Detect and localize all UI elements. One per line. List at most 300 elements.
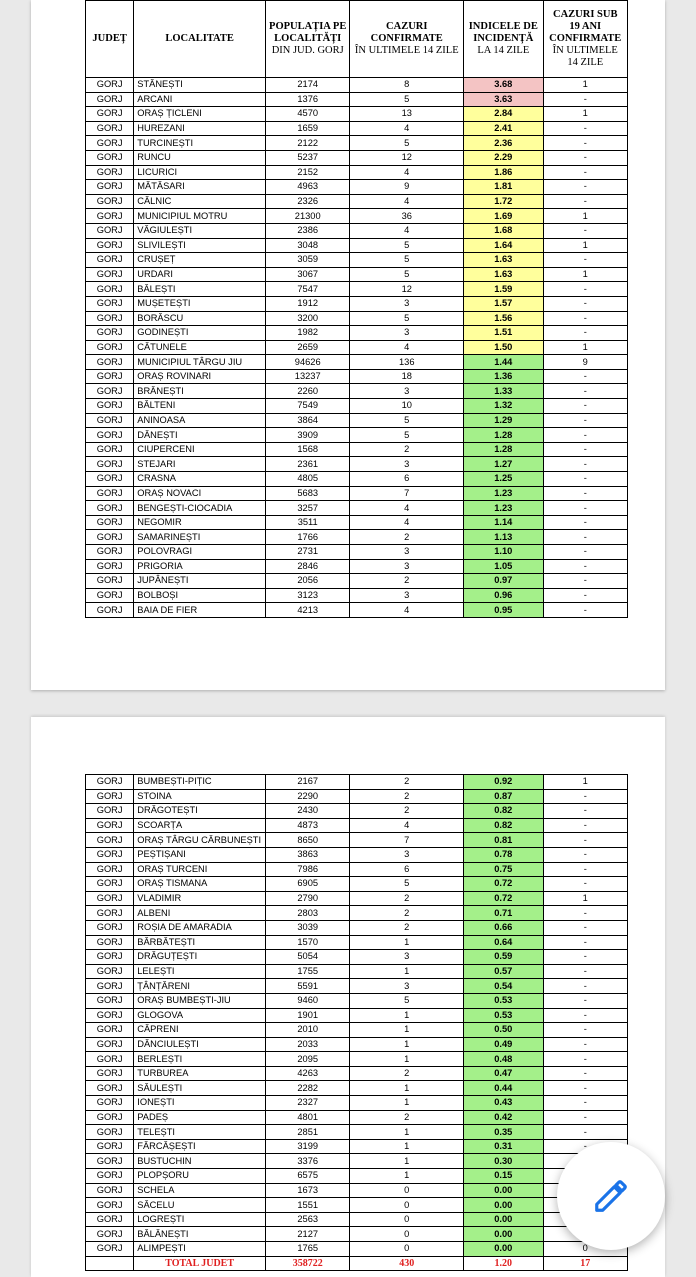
cell-localitate: MĂTĂSARI: [134, 180, 266, 195]
cell-sub19: -: [543, 428, 628, 443]
cell-sub19: -: [543, 1096, 628, 1111]
cell-sub19: -: [543, 789, 628, 804]
cell-localitate: BĂLEȘTI: [134, 282, 266, 297]
cell-localitate: TURBUREA: [134, 1066, 266, 1081]
cell-indice: 0.00: [464, 1198, 543, 1213]
cell-populatie: 2326: [265, 194, 349, 209]
cell-populatie: 1568: [265, 442, 349, 457]
total-label: TOTAL JUDET: [134, 1256, 266, 1271]
cell-populatie: 1376: [265, 92, 349, 107]
table-row: [86, 1081, 628, 1096]
cell-sub19: -: [543, 804, 628, 819]
cell-judet: GORJ: [86, 472, 134, 487]
table-row: [86, 1154, 628, 1169]
cell-populatie: 6905: [265, 877, 349, 892]
cell-sub19: -: [543, 413, 628, 428]
table-row: [86, 107, 628, 122]
cell-cazuri: 1: [350, 1081, 464, 1096]
cell-localitate: DĂNEȘTI: [134, 428, 266, 443]
cell-judet: GORJ: [86, 906, 134, 921]
cell-localitate: PADEȘ: [134, 1110, 266, 1125]
cell-populatie: 1982: [265, 326, 349, 341]
table-row: [86, 833, 628, 848]
cell-cazuri: 1: [350, 1139, 464, 1154]
cell-localitate: TELEȘTI: [134, 1125, 266, 1140]
cell-judet: GORJ: [86, 253, 134, 268]
cell-localitate: ORAȘ TÂRGU CĂRBUNEȘTI: [134, 833, 266, 848]
cell-localitate: CĂLNIC: [134, 194, 266, 209]
cell-sub19: -: [543, 165, 628, 180]
table-row: [86, 326, 628, 341]
cell-populatie: 1901: [265, 1008, 349, 1023]
cell-sub19: -: [543, 515, 628, 530]
cell-indice: 0.54: [464, 979, 543, 994]
cell-populatie: 3257: [265, 501, 349, 516]
cell-populatie: 2010: [265, 1023, 349, 1038]
table-row: [86, 1125, 628, 1140]
cell-sub19: -: [543, 847, 628, 862]
cell-sub19: -: [543, 326, 628, 341]
total-cazuri: 430: [350, 1256, 464, 1271]
table-row: [86, 78, 628, 93]
cell-sub19: -: [543, 862, 628, 877]
cell-sub19: -: [543, 442, 628, 457]
table-row: [86, 209, 628, 224]
cell-sub19: -: [543, 818, 628, 833]
cell-sub19: -: [543, 964, 628, 979]
cell-localitate: BENGEȘTI-CIOCADIA: [134, 501, 266, 516]
cell-populatie: 5591: [265, 979, 349, 994]
table-row: [86, 165, 628, 180]
cell-sub19: -: [543, 1139, 628, 1154]
cell-populatie: 1551: [265, 1198, 349, 1213]
cell-localitate: BĂLĂNEȘTI: [134, 1227, 266, 1242]
cell-cazuri: 5: [350, 877, 464, 892]
cell-judet: GORJ: [86, 1212, 134, 1227]
cell-cazuri: 4: [350, 223, 464, 238]
cell-localitate: GLOGOVA: [134, 1008, 266, 1023]
cell-cazuri: 2: [350, 789, 464, 804]
cell-localitate: CĂPRENI: [134, 1023, 266, 1038]
cell-sub19: -: [543, 1066, 628, 1081]
cell-localitate: VĂGIULEȘTI: [134, 223, 266, 238]
cell-cazuri: 3: [350, 296, 464, 311]
cell-sub19: -: [543, 1008, 628, 1023]
cell-indice: 0.48: [464, 1052, 543, 1067]
cell-localitate: BUSTUCHIN: [134, 1154, 266, 1169]
cell-populatie: 2563: [265, 1212, 349, 1227]
table-row: [86, 369, 628, 384]
cell-populatie: 1766: [265, 530, 349, 545]
cell-cazuri: 0: [350, 1198, 464, 1213]
cell-judet: GORJ: [86, 1052, 134, 1067]
table-row: [86, 1096, 628, 1111]
table-row: [86, 282, 628, 297]
cell-cazuri: 2: [350, 804, 464, 819]
cell-judet: GORJ: [86, 457, 134, 472]
cell-judet: GORJ: [86, 282, 134, 297]
cell-populatie: 5054: [265, 950, 349, 965]
cell-localitate: CRASNA: [134, 472, 266, 487]
cell-judet: GORJ: [86, 78, 134, 93]
cell-indice: 2.84: [464, 107, 543, 122]
cell-populatie: 2290: [265, 789, 349, 804]
cell-populatie: 7986: [265, 862, 349, 877]
cell-localitate: LELEȘTI: [134, 964, 266, 979]
cell-populatie: 3511: [265, 515, 349, 530]
table-row: [86, 559, 628, 574]
table-row: [86, 775, 628, 790]
cell-indice: 1.28: [464, 442, 543, 457]
cell-indice: 1.50: [464, 340, 543, 355]
cell-sub19: 1: [543, 340, 628, 355]
cell-populatie: 4805: [265, 472, 349, 487]
cell-judet: GORJ: [86, 355, 134, 370]
cell-judet: GORJ: [86, 92, 134, 107]
cell-sub19: 9: [543, 355, 628, 370]
table-row: [86, 180, 628, 195]
cell-judet: GORJ: [86, 833, 134, 848]
table-row: [86, 1198, 628, 1213]
cell-indice: 0.96: [464, 588, 543, 603]
cell-judet: GORJ: [86, 1096, 134, 1111]
cell-populatie: 7549: [265, 399, 349, 414]
cell-judet: GORJ: [86, 603, 134, 618]
cell-judet: GORJ: [86, 891, 134, 906]
cell-cazuri: 7: [350, 833, 464, 848]
cell-sub19: -: [543, 993, 628, 1008]
cell-cazuri: 4: [350, 515, 464, 530]
cell-populatie: 4873: [265, 818, 349, 833]
cell-cazuri: 2: [350, 920, 464, 935]
cell-cazuri: 5: [350, 238, 464, 253]
incidence-table-page-2: [85, 774, 628, 1271]
total-indice: 1.20: [464, 1256, 543, 1271]
cell-indice: 0.00: [464, 1242, 543, 1257]
cell-indice: 1.68: [464, 223, 543, 238]
table-row: [86, 442, 628, 457]
cell-sub19: -: [543, 472, 628, 487]
table-row: [86, 121, 628, 136]
cell-localitate: HUREZANI: [134, 121, 266, 136]
cell-judet: GORJ: [86, 979, 134, 994]
cell-judet: GORJ: [86, 847, 134, 862]
cell-populatie: 4213: [265, 603, 349, 618]
cell-indice: 0.00: [464, 1212, 543, 1227]
table-row: [86, 1052, 628, 1067]
cell-sub19: 1: [543, 107, 628, 122]
cell-cazuri: 6: [350, 472, 464, 487]
cell-cazuri: 3: [350, 847, 464, 862]
cell-localitate: DRĂGUȚEȘTI: [134, 950, 266, 965]
cell-populatie: 2033: [265, 1037, 349, 1052]
table-row: [86, 355, 628, 370]
table-row: [86, 1139, 628, 1154]
cell-cazuri: 1: [350, 1169, 464, 1184]
cell-cazuri: 12: [350, 282, 464, 297]
cell-judet: GORJ: [86, 1037, 134, 1052]
cell-localitate: BOLBOȘI: [134, 588, 266, 603]
table-row: [86, 1183, 628, 1198]
cell-populatie: 5237: [265, 150, 349, 165]
incidence-table-page-1: [85, 0, 628, 618]
cell-sub19: -: [543, 457, 628, 472]
cell-cazuri: 4: [350, 165, 464, 180]
cell-sub19: -: [543, 1023, 628, 1038]
cell-cazuri: 5: [350, 136, 464, 151]
cell-sub19: 1: [543, 238, 628, 253]
cell-judet: GORJ: [86, 789, 134, 804]
cell-indice: 1.63: [464, 267, 543, 282]
cell-judet: GORJ: [86, 369, 134, 384]
cell-sub19: -: [543, 950, 628, 965]
cell-indice: 1.13: [464, 530, 543, 545]
table-row: [86, 223, 628, 238]
cell-localitate: ORAȘ ROVINARI: [134, 369, 266, 384]
table-row: [86, 311, 628, 326]
cell-judet: GORJ: [86, 935, 134, 950]
cell-indice: 1.28: [464, 428, 543, 443]
cell-localitate: MUȘETEȘTI: [134, 296, 266, 311]
cell-sub19: -: [543, 311, 628, 326]
table-row: [86, 804, 628, 819]
cell-populatie: 1912: [265, 296, 349, 311]
cell-populatie: 3864: [265, 413, 349, 428]
cell-cazuri: 5: [350, 428, 464, 443]
cell-indice: 1.81: [464, 180, 543, 195]
cell-cazuri: 1: [350, 1023, 464, 1038]
table-row: [86, 267, 628, 282]
cell-judet: GORJ: [86, 311, 134, 326]
cell-populatie: 3067: [265, 267, 349, 282]
cell-indice: 3.63: [464, 92, 543, 107]
cell-indice: 0.15: [464, 1169, 543, 1184]
cell-localitate: JUPÂNEȘTI: [134, 574, 266, 589]
cell-cazuri: 0: [350, 1242, 464, 1257]
cell-indice: 1.57: [464, 296, 543, 311]
cell-judet: GORJ: [86, 574, 134, 589]
total-row: [86, 1256, 628, 1271]
cell-indice: 1.10: [464, 545, 543, 560]
cell-populatie: 4801: [265, 1110, 349, 1125]
table-row: [86, 935, 628, 950]
cell-sub19: 1: [543, 209, 628, 224]
cell-populatie: 1673: [265, 1183, 349, 1198]
cell-indice: 0.53: [464, 993, 543, 1008]
cell-localitate: DRĂGOTEȘTI: [134, 804, 266, 819]
cell-localitate: PLOPȘORU: [134, 1169, 266, 1184]
table-row: [86, 136, 628, 151]
cell-sub19: -: [543, 588, 628, 603]
cell-localitate: ORAȘ TISMANA: [134, 877, 266, 892]
cell-populatie: 21300: [265, 209, 349, 224]
cell-judet: GORJ: [86, 1125, 134, 1140]
cell-cazuri: 4: [350, 818, 464, 833]
cell-cazuri: 18: [350, 369, 464, 384]
cell-indice: 1.32: [464, 399, 543, 414]
table-row: [86, 847, 628, 862]
cell-localitate: STOINA: [134, 789, 266, 804]
cell-indice: 0.81: [464, 833, 543, 848]
cell-judet: GORJ: [86, 1169, 134, 1184]
cell-sub19: -: [543, 906, 628, 921]
cell-localitate: NEGOMIR: [134, 515, 266, 530]
cell-populatie: 4263: [265, 1066, 349, 1081]
table-row: [86, 150, 628, 165]
table-row: [86, 979, 628, 994]
cell-cazuri: 4: [350, 603, 464, 618]
cell-indice: 0.50: [464, 1023, 543, 1038]
cell-sub19: -: [543, 136, 628, 151]
cell-sub19: -: [543, 282, 628, 297]
cell-sub19: -: [543, 833, 628, 848]
table-row: [86, 399, 628, 414]
cell-populatie: 3123: [265, 588, 349, 603]
cell-indice: 0.30: [464, 1154, 543, 1169]
table-row: [86, 530, 628, 545]
cell-cazuri: 2: [350, 906, 464, 921]
cell-cazuri: 4: [350, 340, 464, 355]
cell-judet: GORJ: [86, 588, 134, 603]
cell-cazuri: 3: [350, 559, 464, 574]
table-row: [86, 194, 628, 209]
cell-localitate: BĂRBĂTEȘTI: [134, 935, 266, 950]
cell-cazuri: 3: [350, 326, 464, 341]
cell-populatie: 2056: [265, 574, 349, 589]
cell-cazuri: 2: [350, 775, 464, 790]
cell-populatie: 3909: [265, 428, 349, 443]
cell-localitate: BĂLTENI: [134, 399, 266, 414]
total-judet-cell: [86, 1256, 134, 1271]
cell-cazuri: 36: [350, 209, 464, 224]
cell-indice: 0.87: [464, 789, 543, 804]
cell-sub19: -: [543, 1052, 628, 1067]
edit-fab-button[interactable]: [557, 1142, 665, 1250]
cell-indice: 0.53: [464, 1008, 543, 1023]
cell-sub19: -: [543, 121, 628, 136]
pencil-icon: [592, 1177, 630, 1215]
cell-localitate: CRUȘEȚ: [134, 253, 266, 268]
cell-cazuri: 3: [350, 588, 464, 603]
cell-populatie: 2127: [265, 1227, 349, 1242]
cell-localitate: PEȘTIȘANI: [134, 847, 266, 862]
header-judet: JUDEȚ: [86, 1, 134, 78]
cell-indice: 1.69: [464, 209, 543, 224]
cell-indice: 0.35: [464, 1125, 543, 1140]
cell-indice: 1.64: [464, 238, 543, 253]
cell-judet: GORJ: [86, 413, 134, 428]
cell-cazuri: 5: [350, 993, 464, 1008]
cell-indice: 0.57: [464, 964, 543, 979]
cell-populatie: 5683: [265, 486, 349, 501]
cell-indice: 1.05: [464, 559, 543, 574]
header-cazuri: CAZURI CONFIRMATE ÎN ULTIMELE 14 ZILE: [350, 1, 464, 78]
cell-judet: GORJ: [86, 1081, 134, 1096]
cell-indice: 2.41: [464, 121, 543, 136]
cell-populatie: 4963: [265, 180, 349, 195]
cell-cazuri: 2: [350, 1066, 464, 1081]
cell-localitate: ORAȘ TURCENI: [134, 862, 266, 877]
table-row: [86, 862, 628, 877]
cell-populatie: 2152: [265, 165, 349, 180]
cell-cazuri: 136: [350, 355, 464, 370]
cell-judet: GORJ: [86, 223, 134, 238]
cell-localitate: ORAȘ ȚICLENI: [134, 107, 266, 122]
cell-sub19: -: [543, 530, 628, 545]
cell-localitate: TURCINEȘTI: [134, 136, 266, 151]
cell-indice: 0.82: [464, 818, 543, 833]
cell-indice: 1.23: [464, 501, 543, 516]
cell-indice: 0.42: [464, 1110, 543, 1125]
table-header-row: [86, 1, 628, 78]
cell-judet: GORJ: [86, 486, 134, 501]
cell-cazuri: 4: [350, 121, 464, 136]
cell-cazuri: 7: [350, 486, 464, 501]
cell-sub19: -: [543, 180, 628, 195]
cell-indice: 0.75: [464, 862, 543, 877]
cell-sub19: -: [543, 399, 628, 414]
header-populatie: POPULAȚIA PE LOCALITĂȚI DIN JUD. GORJ: [265, 1, 349, 78]
table-row: [86, 993, 628, 1008]
table-row: [86, 818, 628, 833]
cell-localitate: LICURICI: [134, 165, 266, 180]
cell-judet: GORJ: [86, 1110, 134, 1125]
cell-populatie: 1659: [265, 121, 349, 136]
cell-judet: GORJ: [86, 1154, 134, 1169]
cell-localitate: CIUPERCENI: [134, 442, 266, 457]
cell-judet: GORJ: [86, 384, 134, 399]
cell-indice: 1.72: [464, 194, 543, 209]
cell-indice: 0.43: [464, 1096, 543, 1111]
header-localitate: LOCALITATE: [134, 1, 266, 78]
cell-sub19: -: [543, 603, 628, 618]
cell-cazuri: 2: [350, 891, 464, 906]
cell-cazuri: 5: [350, 92, 464, 107]
table-row: [86, 789, 628, 804]
cell-localitate: ARCANI: [134, 92, 266, 107]
cell-indice: 1.59: [464, 282, 543, 297]
cell-cazuri: 1: [350, 1096, 464, 1111]
cell-judet: GORJ: [86, 107, 134, 122]
table-row: [86, 906, 628, 921]
cell-cazuri: 3: [350, 950, 464, 965]
cell-localitate: BORĂSCU: [134, 311, 266, 326]
cell-populatie: 2659: [265, 340, 349, 355]
cell-populatie: 3199: [265, 1139, 349, 1154]
table-body-page-2: [86, 775, 628, 1257]
cell-localitate: POLOVRAGI: [134, 545, 266, 560]
table-row: [86, 501, 628, 516]
cell-localitate: STEJARI: [134, 457, 266, 472]
cell-sub19: -: [543, 150, 628, 165]
cell-cazuri: 2: [350, 1110, 464, 1125]
cell-cazuri: 2: [350, 530, 464, 545]
cell-localitate: SĂCELU: [134, 1198, 266, 1213]
table-row: [86, 603, 628, 618]
cell-judet: GORJ: [86, 296, 134, 311]
cell-sub19: 1: [543, 775, 628, 790]
cell-sub19: -: [543, 559, 628, 574]
cell-sub19: -: [543, 877, 628, 892]
table-row: [86, 1037, 628, 1052]
cell-judet: GORJ: [86, 559, 134, 574]
cell-populatie: 2803: [265, 906, 349, 921]
cell-judet: GORJ: [86, 136, 134, 151]
cell-localitate: GODINEȘTI: [134, 326, 266, 341]
cell-cazuri: 0: [350, 1183, 464, 1198]
table-row: [86, 1066, 628, 1081]
cell-indice: 1.51: [464, 326, 543, 341]
